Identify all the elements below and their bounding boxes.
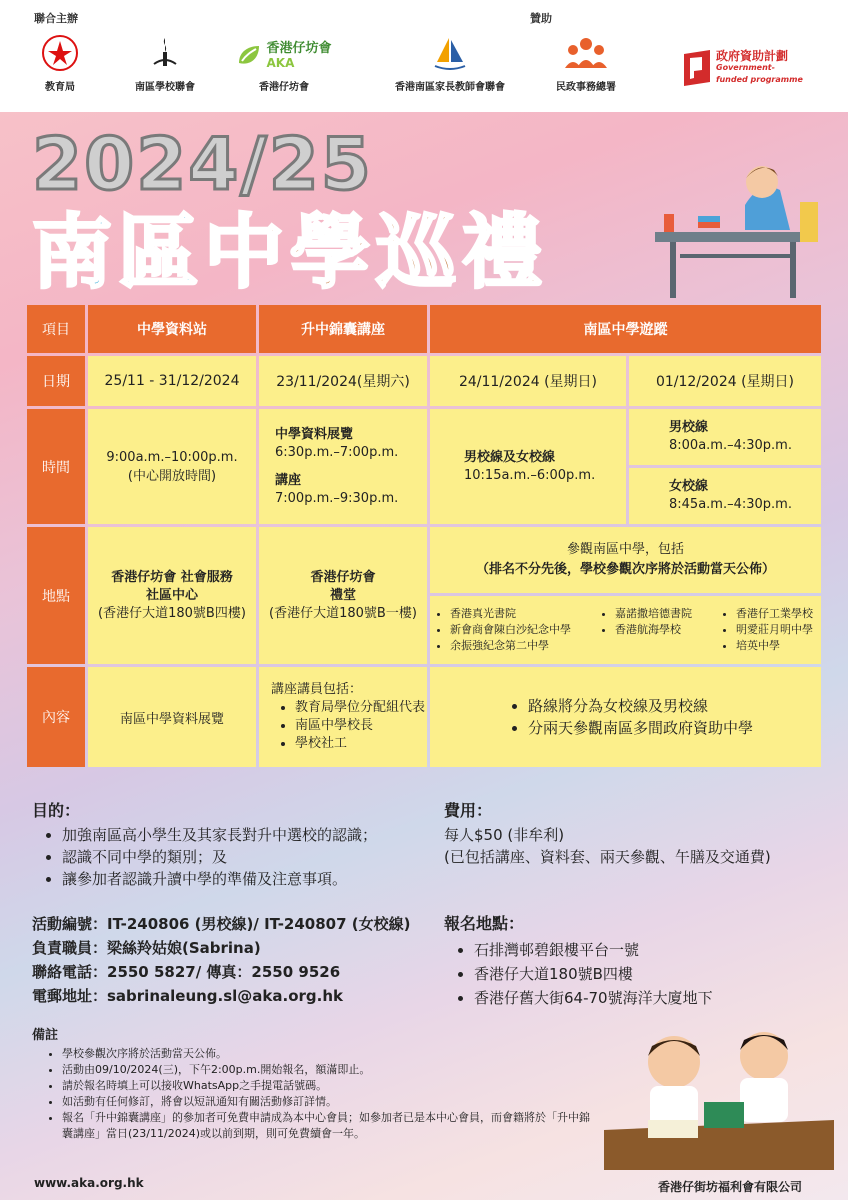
purpose-section bbox=[32, 800, 432, 890]
sponsor-banner bbox=[0, 0, 848, 112]
notes-section bbox=[32, 1028, 592, 1142]
title-year: 2024/25 bbox=[32, 122, 373, 206]
school-item: • 香港仔工業學校 bbox=[736, 606, 813, 622]
date-seminar: 23/11/2024(星期六) bbox=[259, 356, 427, 406]
registration-title: 報名地點： bbox=[444, 914, 525, 933]
school-item: • 明愛莊月明中學 bbox=[736, 622, 813, 638]
had-logo bbox=[546, 34, 626, 93]
date-tour-2: 01/12/2024 (星期日) bbox=[629, 356, 821, 406]
header-seminar: 升中錦囊講座 bbox=[259, 305, 427, 353]
time-seminar-talk-title: 講座 bbox=[275, 472, 302, 488]
time-tour-day2-boys-title: 男校線 bbox=[669, 420, 709, 435]
header-info-station: 中學資料站 bbox=[88, 305, 256, 353]
time-tour-day1 bbox=[430, 409, 626, 524]
time-tour-day2-girls-title: 女校線 bbox=[669, 479, 709, 494]
registration-section bbox=[444, 912, 824, 1010]
time-tour-day1-title: 男校線及女校線 bbox=[464, 449, 556, 465]
date-tour-1: 24/11/2024 (星期日) bbox=[430, 356, 626, 406]
tour-content-item: • 分兩天參觀南區多間政府資助中學 bbox=[528, 717, 821, 739]
date-station: 25/11 - 31/12/2024 bbox=[88, 356, 256, 406]
torch-icon bbox=[146, 34, 184, 72]
row-label-time: 時間 bbox=[27, 409, 85, 524]
venue-tour-line2: （排名不分先後，學校參觀次序將於活動當天公佈） bbox=[475, 562, 775, 577]
time-seminar-expo: 6:30p.m.–7:00p.m. bbox=[275, 444, 399, 460]
gov-en: Government-funded programme bbox=[716, 63, 803, 84]
aka-logo bbox=[234, 34, 334, 93]
gov-funded-logo bbox=[682, 50, 832, 86]
venue-station bbox=[88, 527, 256, 664]
venue-seminar bbox=[259, 527, 427, 664]
school-item: • 嘉諾撒培德書院 bbox=[615, 606, 692, 622]
venue-tour-line1: 參觀南區中學，包括 bbox=[566, 542, 684, 557]
logo-label-school-council: 南區學校聯會 bbox=[135, 82, 195, 93]
venue-station-line1: 香港仔坊會 社會服務 bbox=[111, 569, 233, 585]
time-station-hours: 9:00a.m.–10:00p.m. bbox=[106, 449, 238, 465]
contact-section bbox=[32, 912, 442, 1008]
row-label-content: 內容 bbox=[27, 667, 85, 767]
school-council-logo bbox=[130, 34, 200, 93]
staff-name: 負責職員：梁絲羚姑娘(Sabrina) bbox=[32, 939, 261, 957]
content-seminar-title: 講座講員包括： bbox=[271, 682, 363, 697]
logo-label-edb: 教育局 bbox=[45, 82, 75, 93]
time-seminar-talk: 7:00p.m.–9:30p.m. bbox=[275, 490, 399, 506]
time-seminar-expo-title: 中學資料展覽 bbox=[275, 426, 354, 442]
fee-includes: (已包括講座、資料套、兩天參觀、午膳及交通費) bbox=[444, 848, 771, 866]
school-item: • 余振強紀念第二中學 bbox=[450, 638, 571, 654]
row-label-date: 日期 bbox=[27, 356, 85, 406]
purpose-item: • 加強南區高小學生及其家長對升中選校的認識； bbox=[62, 824, 432, 846]
table-row-venue-a bbox=[27, 527, 821, 593]
venue-station-line2: 社區中心 bbox=[145, 587, 198, 603]
aka-logo-sub: AKA bbox=[266, 56, 295, 70]
logo-label-aka: 香港仔坊會 bbox=[259, 82, 309, 93]
note-item: • 學校參觀次序將於活動當天公佈。 bbox=[62, 1046, 592, 1062]
venue-seminar-line1: 香港仔坊會 bbox=[310, 569, 376, 585]
time-tour-day2-girls-hours: 8:45a.m.–4:30p.m. bbox=[669, 497, 792, 512]
registration-location: • 石排灣邨碧銀樓平台一號 bbox=[474, 938, 824, 962]
venue-tour-schools bbox=[430, 596, 821, 664]
fee-amount: 每人$50 (非牟利) bbox=[444, 826, 565, 844]
row-label-item: 項目 bbox=[27, 305, 85, 353]
note-item: • 如活動有任何修訂，將會以短訊通知有關活動修訂詳情。 bbox=[62, 1094, 592, 1110]
content-tour bbox=[430, 667, 821, 767]
title-main bbox=[32, 188, 548, 303]
sponsor-label: 贊助 bbox=[530, 12, 552, 25]
time-station-note: (中心開放時間) bbox=[127, 468, 217, 484]
venue-station-address: (香港仔大道180號B四樓) bbox=[98, 605, 246, 621]
fee-title: 費用： bbox=[444, 801, 493, 820]
purpose-item: • 讓參加者認識升讀中學的準備及注意事項。 bbox=[62, 868, 432, 890]
time-station bbox=[88, 409, 256, 524]
logo-label-pta: 香港南區家長教師會聯會 bbox=[395, 82, 505, 93]
sail-icon bbox=[431, 34, 469, 72]
row-label-venue: 地點 bbox=[27, 527, 85, 664]
school-item: • 香港真光書院 bbox=[450, 606, 571, 622]
school-list-col2 bbox=[597, 606, 692, 654]
school-list-col3 bbox=[718, 606, 813, 654]
title-main-blue: 南區 bbox=[32, 206, 204, 299]
school-list-col1 bbox=[432, 606, 571, 654]
school-item: • 香港航海學校 bbox=[615, 622, 692, 638]
kids-reading-illustration bbox=[604, 1020, 834, 1170]
registration-location: • 香港仔大道180號B四樓 bbox=[474, 962, 824, 986]
registration-location: • 香港仔舊大街64-70號海洋大廈地下 bbox=[474, 986, 824, 1010]
speaker-item: • 學校社工 bbox=[295, 735, 427, 753]
schedule-table bbox=[24, 302, 824, 770]
aka-leaf-icon bbox=[236, 43, 262, 69]
email-address: 電郵地址：sabrinaleung.sl@aka.org.hk bbox=[32, 987, 344, 1005]
people-icon bbox=[561, 34, 611, 72]
table-row-item bbox=[27, 305, 821, 353]
time-tour-day2-boys bbox=[629, 409, 821, 465]
table-row-content bbox=[27, 667, 821, 767]
time-tour-day2-girls bbox=[629, 468, 821, 524]
gov-flag-icon bbox=[682, 50, 712, 86]
notes-title: 備註 bbox=[32, 1028, 59, 1043]
co-organizers-label: 聯合主辦 bbox=[34, 12, 78, 25]
note-item: • 請於報名時填上可以接收WhatsApp之手提電話號碼。 bbox=[62, 1078, 592, 1094]
organization-name: 香港仔街坊福利會有限公司 bbox=[658, 1180, 803, 1194]
student-desk-illustration bbox=[650, 150, 830, 300]
gov-title: 政府資助計劃 bbox=[716, 49, 789, 63]
purpose-title: 目的： bbox=[32, 801, 81, 820]
table-row-time-a bbox=[27, 409, 821, 465]
purpose-item: • 認識不同中學的類別；及 bbox=[62, 846, 432, 868]
school-item: • 培英中學 bbox=[736, 638, 813, 654]
venue-seminar-address: (香港仔大道180號B一樓) bbox=[269, 605, 417, 621]
header-school-tour: 南區中學遊蹤 bbox=[430, 305, 821, 353]
venue-seminar-line2: 禮堂 bbox=[329, 587, 356, 603]
edb-logo bbox=[30, 34, 90, 93]
pta-logo bbox=[392, 34, 508, 93]
note-item: • 報名「升中錦囊講座」的參加者可免費申請成為本中心會員；如參加者已是本中心會員，而會籍將於「升中錦囊講座」當日(23/11/2024)或以前到期，則可免費續會一年。 bbox=[62, 1110, 592, 1142]
venue-tour-intro bbox=[430, 527, 821, 593]
website-link[interactable]: www.aka.org.hk bbox=[34, 1176, 144, 1190]
content-seminar bbox=[259, 667, 427, 767]
speaker-item: • 南區中學校長 bbox=[295, 717, 427, 735]
fee-section bbox=[444, 800, 834, 868]
school-item: • 新會商會陳白沙紀念中學 bbox=[450, 622, 571, 638]
phone-fax: 聯絡電話：2550 5827/ 傳真：2550 9526 bbox=[32, 963, 341, 981]
logo-label-had: 民政事務總署 bbox=[556, 82, 616, 93]
time-tour-day2-boys-hours: 8:00a.m.–4:30p.m. bbox=[669, 438, 792, 453]
title-main-brown: 中學巡禮 bbox=[204, 206, 548, 299]
note-item: • 活動由09/10/2024(三)，下午2:00p.m.開始報名，額滿即止。 bbox=[62, 1062, 592, 1078]
time-seminar bbox=[259, 409, 427, 524]
bauhinia-icon bbox=[41, 34, 79, 72]
content-station: 南區中學資料展覽 bbox=[88, 667, 256, 767]
tour-content-item: • 路線將分為女校線及男校線 bbox=[528, 695, 821, 717]
aka-logo-text: 香港仔坊會 bbox=[266, 41, 332, 56]
speaker-item: • 教育局學位分配組代表 bbox=[295, 699, 427, 717]
time-tour-day1-hours: 10:15a.m.–6:00p.m. bbox=[464, 467, 596, 483]
activity-code: 活動編號：IT-240806 (男校線)/ IT-240807 (女校線) bbox=[32, 915, 411, 933]
table-row-date bbox=[27, 356, 821, 406]
